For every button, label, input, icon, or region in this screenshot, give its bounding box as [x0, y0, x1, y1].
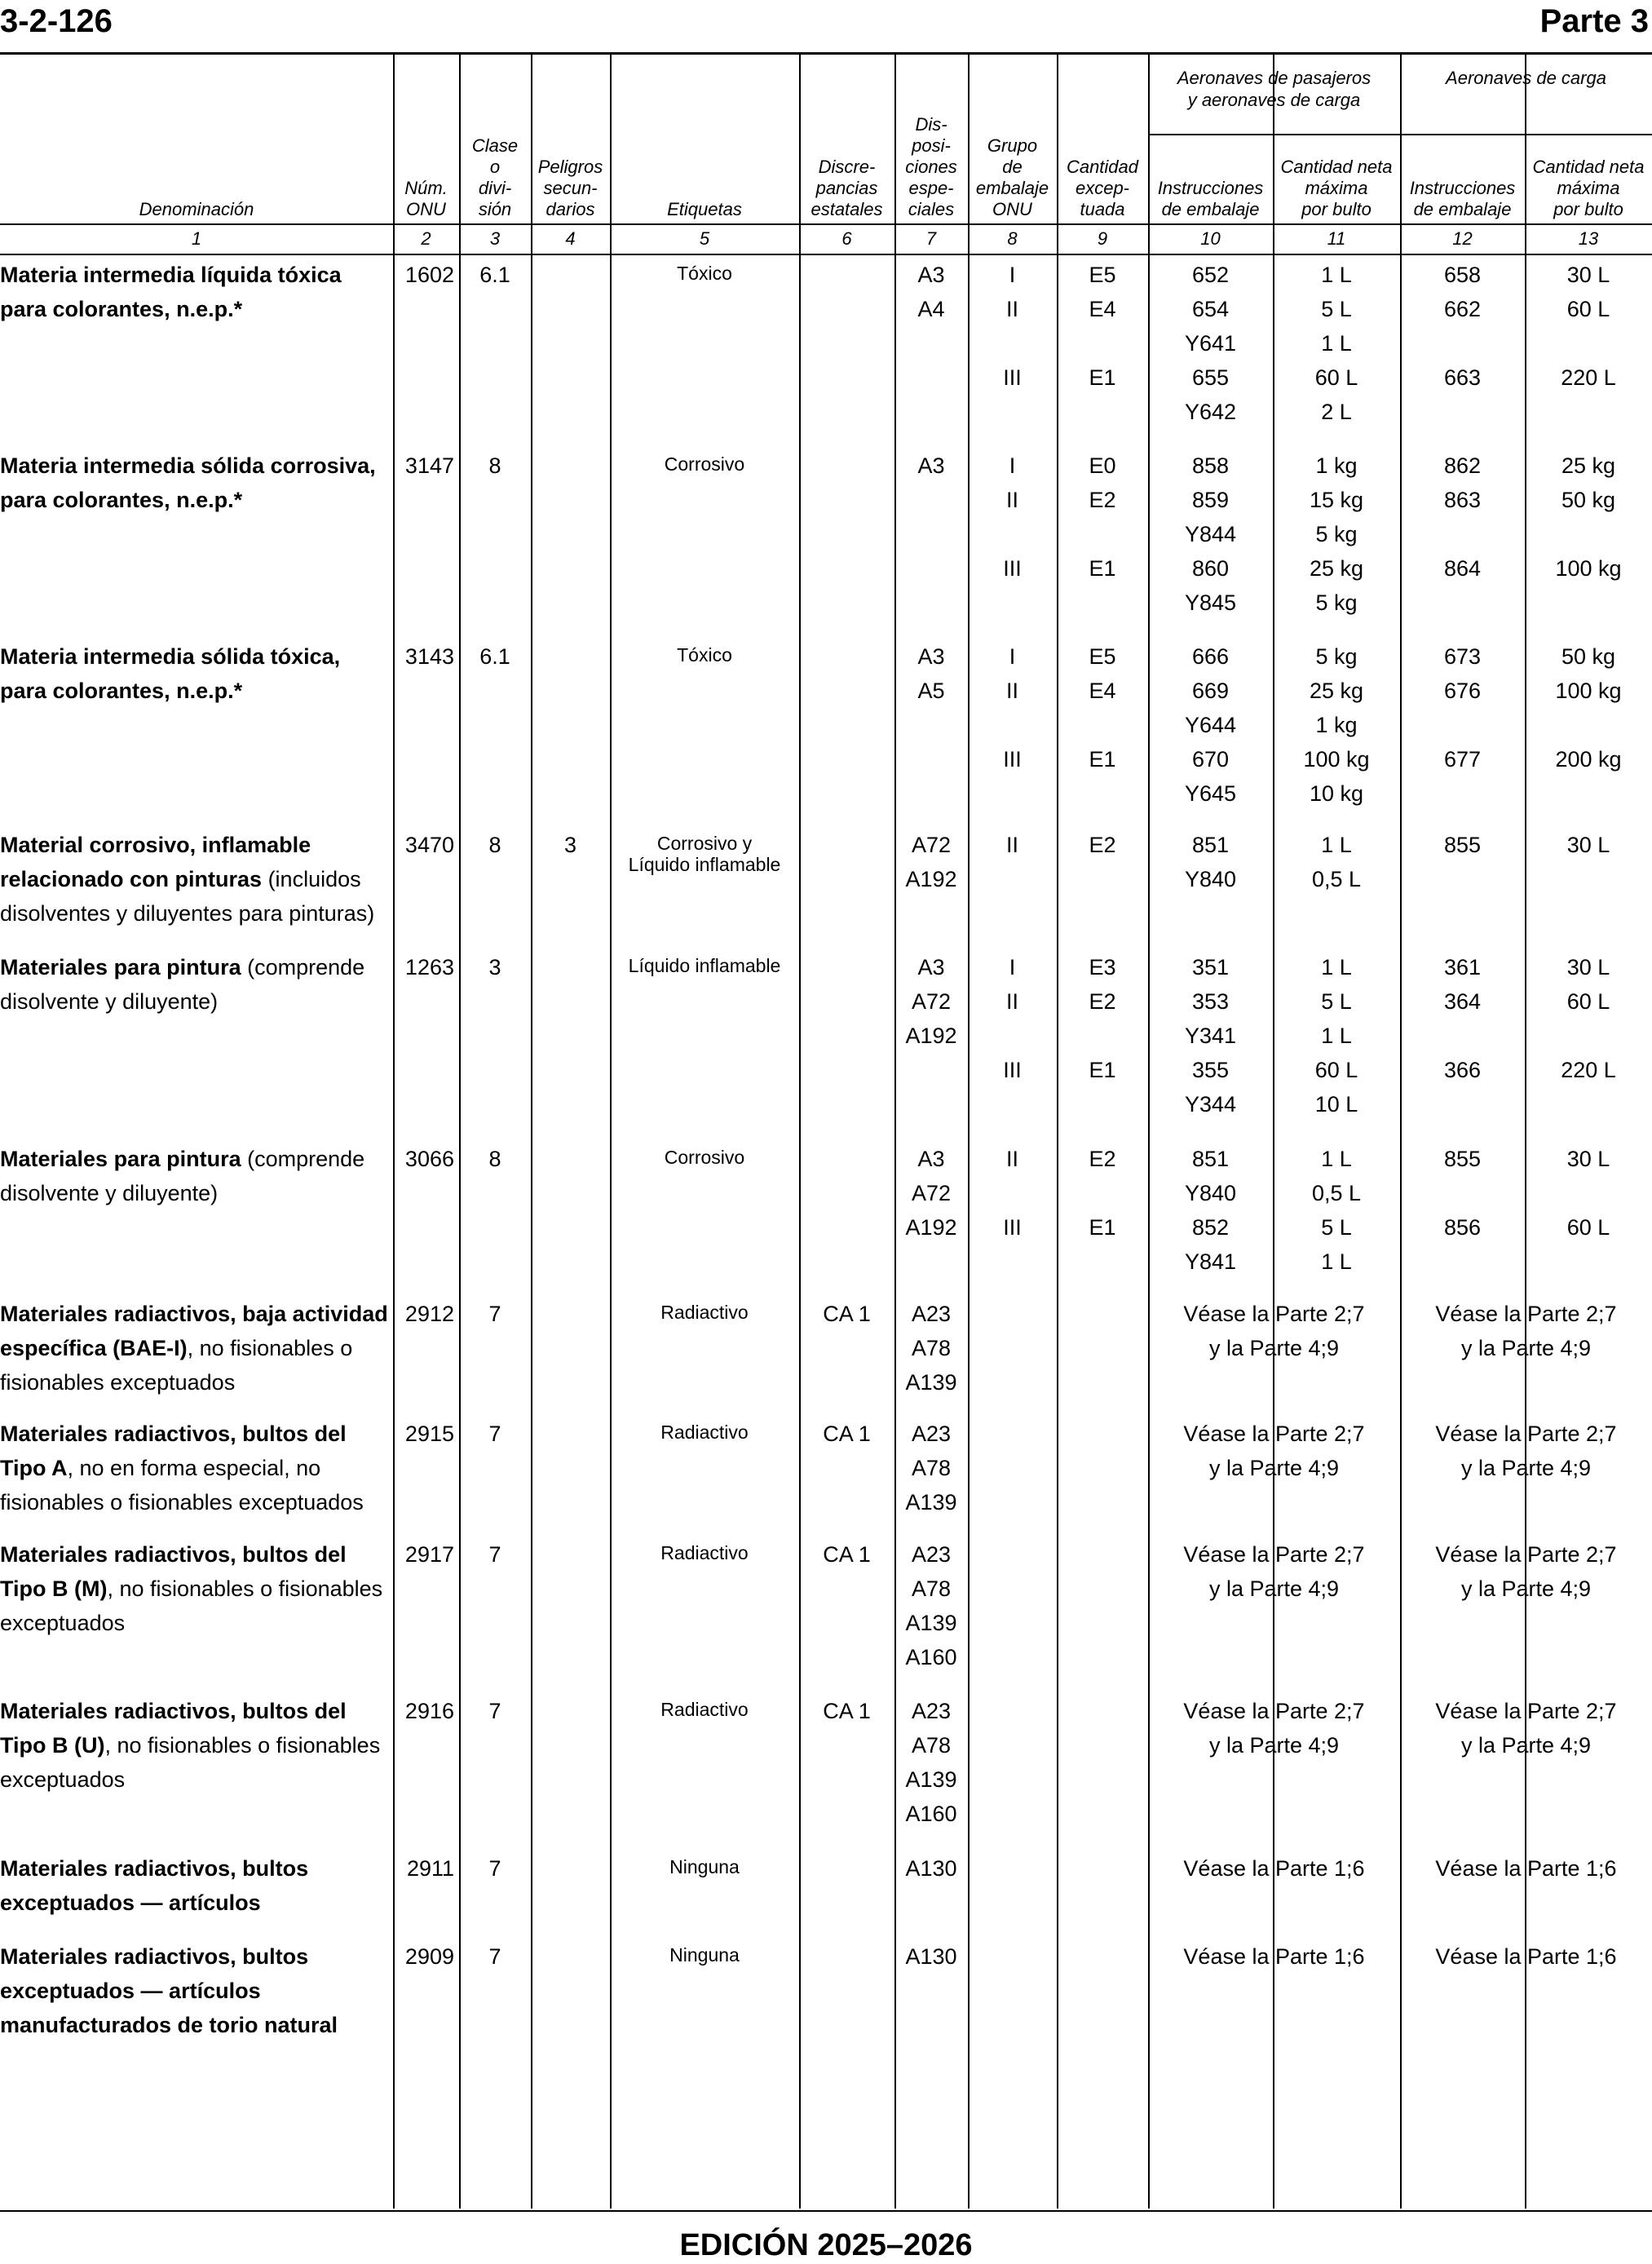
column-header-peligros-secundarios: [531, 82, 610, 220]
un-number: 2912: [404, 1302, 454, 1326]
hazard-labels: Radiactivo: [660, 1422, 749, 1443]
max-net-quantity-passenger: 1 L 0,5 L 5 L 1 L: [1311, 1147, 1362, 1274]
substance-name: [0, 1694, 391, 1797]
max-net-quantity-cargo: 30 L 60 L 220 L: [1561, 955, 1616, 1082]
special-provisions: A3 A72 A192: [905, 1147, 957, 1240]
state-variations: CA 1: [823, 1699, 871, 1723]
substance-name-detail: (comprende disolvente y diluyente): [0, 1147, 365, 1205]
un-number: 1602: [404, 263, 454, 287]
special-provisions: A3: [917, 453, 945, 478]
column-label: Clase o divi- sión: [471, 135, 519, 219]
max-net-quantity-cargo: 30 L 60 L 220 L: [1561, 263, 1616, 390]
substance-name: [0, 1297, 391, 1400]
substance-name-detail: , no fisionables o fisionables exceptuados: [0, 1336, 353, 1395]
column-number-instrucciones-pasajeros: 10: [1200, 228, 1221, 249]
state-variations: CA 1: [823, 1422, 871, 1446]
column-label: Núm. ONU: [404, 178, 448, 219]
packing-instruction-cargo: 673 676 677: [1443, 644, 1482, 772]
substance-name-bold: Materia intermedia líquida tóxica para colorantes, n.e.p.*: [0, 263, 342, 321]
special-provisions: A3 A72 A192: [905, 955, 957, 1048]
footer-rule: [0, 2210, 1652, 2212]
column-header-cantidad-exceptuada: [1057, 82, 1148, 220]
column-number-num-onu: 2: [421, 228, 431, 249]
column-number-disposiciones: 7: [925, 228, 937, 249]
special-provisions: A130: [905, 1856, 957, 1881]
packing-instruction-passenger: 851 Y840: [1184, 833, 1237, 891]
special-provisions: A23 A78 A139: [905, 1422, 957, 1514]
see-reference-cargo: Véase la Parte 1;6: [1435, 1944, 1617, 1969]
special-provisions: A23 A78 A139 A160: [905, 1699, 957, 1826]
max-net-quantity-cargo: 30 L 60 L: [1566, 1147, 1610, 1240]
see-reference-passenger: Véase la Parte 1;6: [1183, 1944, 1365, 1969]
state-variations: CA 1: [823, 1542, 871, 1567]
packing-instruction-cargo: 862 863 864: [1443, 453, 1482, 581]
un-number: 2916: [404, 1699, 454, 1723]
substance-name-detail: , no fisionables o fisionables exceptuados: [0, 1576, 383, 1635]
hazard-labels: Radiactivo: [660, 1542, 749, 1563]
column-divider: [799, 54, 801, 2209]
hazard-labels: Ninguna: [669, 1856, 740, 1877]
packing-instruction-passenger: 851 Y840 852 Y841: [1184, 1147, 1237, 1274]
un-number: 3066: [404, 1147, 454, 1171]
column-label: Dis- posi- ciones espe- ciales: [905, 114, 957, 219]
column-number-discrepancias: 6: [841, 228, 852, 249]
substance-name-bold: Materia intermedia sólida corrosiva, para colorantes, n.e.p.*: [0, 453, 376, 512]
hazard-labels: Corrosivo y Líquido inflamable: [628, 833, 781, 875]
column-number-grupo-embalaje: 8: [1007, 228, 1018, 249]
see-reference-cargo: Véase la Parte 2;7 y la Parte 4;9: [1435, 1302, 1617, 1360]
edition-footer: EDICIÓN 2025–2026: [679, 2228, 973, 2262]
excepted-quantity: E5 E4 E1: [1089, 644, 1116, 772]
column-label: Peligros secun- darios: [537, 157, 603, 219]
subsidiary-hazard: 3: [563, 833, 577, 857]
excepted-quantity: E3 E2 E1: [1089, 955, 1116, 1082]
column-label: Denominación: [139, 199, 254, 219]
substance-name-bold: Materiales radiactivos, bultos del Tipo B (M): [0, 1542, 347, 1601]
packing-group: I II III: [1003, 955, 1022, 1082]
class-division: 6.1: [479, 644, 510, 669]
column-header-discrepancias: [799, 82, 894, 220]
substance-name: [0, 828, 391, 931]
see-reference-cargo: Véase la Parte 2;7 y la Parte 4;9: [1435, 1422, 1617, 1480]
column-number-cantidad-carga: 13: [1578, 228, 1599, 249]
group-header-divider: [1148, 134, 1652, 135]
see-reference-passenger: Véase la Parte 1;6: [1183, 1856, 1365, 1881]
see-reference-passenger: Véase la Parte 2;7 y la Parte 4;9: [1183, 1422, 1365, 1480]
substance-name: [0, 1417, 391, 1519]
max-net-quantity-passenger: 1 L 5 L 1 L 60 L 10 L: [1314, 955, 1358, 1117]
max-net-quantity-cargo: 25 kg 50 kg 100 kg: [1555, 453, 1622, 581]
class-division: 7: [488, 1422, 501, 1446]
column-label: Cantidad neta máxima por bulto: [1532, 157, 1645, 219]
excepted-quantity: E0 E2 E1: [1089, 453, 1116, 581]
excepted-quantity: E2: [1089, 833, 1116, 857]
substance-name: [0, 1851, 391, 1920]
substance-name-bold: Materiales radiactivos, bultos del Tipo A: [0, 1422, 347, 1480]
un-number: 1263: [404, 955, 454, 979]
see-reference-passenger: Véase la Parte 2;7 y la Parte 4;9: [1183, 1302, 1365, 1360]
column-number-cantidad-pasajeros: 11: [1327, 228, 1346, 249]
header-rule: [0, 52, 1652, 55]
special-provisions: A3 A4: [917, 263, 945, 321]
class-division: 8: [488, 453, 501, 478]
group-header-passenger: Aeronaves de pasajeros y aeronaves de carga: [1177, 68, 1372, 110]
max-net-quantity-cargo: 30 L: [1566, 833, 1610, 857]
packing-instruction-passenger: 858 859 Y844 860 Y845: [1184, 453, 1237, 615]
column-label: Cantidad excep- tuada: [1066, 157, 1139, 219]
column-label: Instrucciones de embalaje: [1409, 178, 1516, 219]
class-division: 7: [488, 1699, 501, 1723]
un-number: 2915: [404, 1422, 454, 1446]
class-division: 7: [488, 1302, 501, 1326]
special-provisions: A72 A192: [905, 833, 957, 891]
column-number-rule: [0, 254, 1652, 255]
max-net-quantity-passenger: 1 L 0,5 L: [1311, 833, 1362, 891]
packing-instruction-cargo: 855 856: [1443, 1147, 1482, 1240]
column-header-instrucciones-carga: [1400, 139, 1525, 220]
column-header-cantidad-carga: [1525, 139, 1652, 220]
un-number: 3470: [404, 833, 454, 857]
substance-name-bold: Material corrosivo, inflamable relacionado con pinturas: [0, 833, 311, 891]
excepted-quantity: E5 E4 E1: [1089, 263, 1116, 390]
page-header: [0, 0, 1652, 51]
column-number-clase: 3: [489, 228, 501, 249]
substance-name-bold: Materiales para pintura: [0, 955, 241, 979]
substance-name: [0, 1142, 391, 1210]
column-header-etiquetas: [610, 82, 799, 220]
hazard-labels: Tóxico: [677, 263, 732, 284]
column-label: Cantidad neta máxima por bulto: [1280, 157, 1393, 219]
packing-group: I II III: [1003, 453, 1022, 581]
substance-name-bold: Materiales radiactivos, bultos del Tipo B (U): [0, 1699, 347, 1758]
hazard-labels: Corrosivo: [664, 1147, 745, 1168]
substance-name-bold: Materia intermedia sólida tóxica, para colorantes, n.e.p.*: [0, 644, 341, 703]
column-header-denominacion: [0, 82, 393, 220]
packing-instruction-cargo: 855: [1443, 833, 1482, 857]
hazard-labels: Líquido inflamable: [628, 955, 781, 976]
max-net-quantity-cargo: 50 kg 100 kg 200 kg: [1555, 644, 1622, 772]
class-division: 8: [488, 833, 501, 857]
column-number-instrucciones-carga: 12: [1452, 228, 1473, 249]
special-provisions: A23 A78 A139 A160: [905, 1542, 957, 1669]
packing-instruction-cargo: 658 662 663: [1443, 263, 1482, 390]
substance-name: [0, 950, 391, 1019]
column-header-instrucciones-pasajeros: [1148, 139, 1273, 220]
hazard-labels: Corrosivo: [664, 453, 745, 475]
page-number: 3-2-126: [0, 3, 113, 39]
column-header-disposiciones: [894, 82, 968, 220]
substance-name-bold: Materiales radiactivos, bultos exceptuados — artículos manufacturados de torio natural: [0, 1944, 338, 2037]
column-header-grupo-embalaje: [968, 82, 1057, 220]
substance-name-bold: Materiales radiactivos, bultos exceptuados — artículos: [0, 1856, 309, 1915]
column-divider: [610, 54, 612, 2209]
hazard-labels: Tóxico: [677, 644, 732, 665]
max-net-quantity-passenger: 1 kg 15 kg 5 kg 25 kg 5 kg: [1309, 453, 1364, 615]
column-number-peligros-secundarios: 4: [565, 228, 576, 249]
see-reference-cargo: Véase la Parte 1;6: [1435, 1856, 1617, 1881]
hazard-labels: Radiactivo: [660, 1302, 749, 1323]
class-division: 8: [488, 1147, 501, 1171]
column-label: Etiquetas: [667, 199, 742, 219]
packing-group: II III: [1003, 1147, 1022, 1240]
hazard-labels: Ninguna: [669, 1944, 740, 1966]
un-number: 2911: [406, 1856, 454, 1881]
state-variations: CA 1: [823, 1302, 871, 1326]
substance-name: [0, 1939, 391, 2042]
column-header-clase: [459, 82, 531, 220]
substance-name: [0, 258, 391, 326]
excepted-quantity: E2 E1: [1089, 1147, 1116, 1240]
un-number: 2909: [404, 1944, 454, 1969]
class-division: 3: [488, 955, 501, 979]
packing-instruction-passenger: 666 669 Y644 670 Y645: [1184, 644, 1237, 806]
class-division: 6.1: [479, 263, 510, 287]
column-label: Instrucciones de embalaje: [1157, 178, 1264, 219]
packing-group: I II III: [1003, 644, 1022, 772]
substance-name-bold: Materiales radiactivos, baja actividad específica (BAE-I): [0, 1302, 388, 1360]
substance-name: [0, 639, 391, 708]
special-provisions: A3 A5: [917, 644, 945, 703]
packing-group: II: [1005, 833, 1018, 857]
max-net-quantity-passenger: 1 L 5 L 1 L 60 L 2 L: [1314, 263, 1358, 424]
column-header-cantidad-pasajeros: [1273, 139, 1400, 220]
column-number-cantidad-exceptuada: 9: [1097, 228, 1108, 249]
substance-name-bold: Materiales para pintura: [0, 1147, 241, 1171]
substance-name: [0, 1537, 391, 1640]
hazard-labels: Radiactivo: [660, 1699, 749, 1720]
substance-name-detail: (incluidos disolventes y diluyentes para pinturas): [0, 867, 375, 926]
part-title: Parte 3: [1539, 3, 1649, 39]
class-division: 7: [488, 1542, 501, 1567]
packing-group: I II III: [1003, 263, 1022, 390]
special-provisions: A23 A78 A139: [905, 1302, 957, 1395]
column-number-denominacion: 1: [191, 228, 202, 249]
packing-instruction-passenger: 351 353 Y341 355 Y344: [1184, 955, 1237, 1117]
column-label: Grupo de embalaje ONU: [975, 135, 1049, 219]
un-number: 3143: [404, 644, 454, 669]
substance-name-detail: (comprende disolvente y diluyente): [0, 955, 365, 1014]
packing-instruction-cargo: 361 364 366: [1443, 955, 1482, 1082]
substance-name: [0, 449, 391, 517]
un-number: 3147: [404, 453, 454, 478]
column-number-etiquetas: 5: [699, 228, 710, 249]
group-header-cargo: Aeronaves de carga: [1446, 68, 1606, 88]
un-number: 2917: [404, 1542, 454, 1567]
substance-name-detail: , no fisionables o fisionables exceptuados: [0, 1733, 381, 1792]
column-label: Discre- pancias estatales: [811, 157, 883, 219]
column-divider: [531, 54, 532, 2209]
see-reference-passenger: Véase la Parte 2;7 y la Parte 4;9: [1183, 1699, 1365, 1758]
special-provisions: A130: [905, 1944, 957, 1969]
class-division: 7: [488, 1856, 501, 1881]
max-net-quantity-passenger: 5 kg 25 kg 1 kg 100 kg 10 kg: [1303, 644, 1370, 806]
class-division: 7: [488, 1944, 501, 1969]
see-reference-cargo: Véase la Parte 2;7 y la Parte 4;9: [1435, 1542, 1617, 1601]
packing-instruction-passenger: 652 654 Y641 655 Y642: [1184, 263, 1237, 424]
see-reference-cargo: Véase la Parte 2;7 y la Parte 4;9: [1435, 1699, 1617, 1758]
see-reference-passenger: Véase la Parte 2;7 y la Parte 4;9: [1183, 1542, 1365, 1601]
substance-name-detail: , no en forma especial, no fisionables o fisionables exceptuados: [0, 1456, 364, 1514]
column-header-num-onu: [393, 82, 459, 220]
